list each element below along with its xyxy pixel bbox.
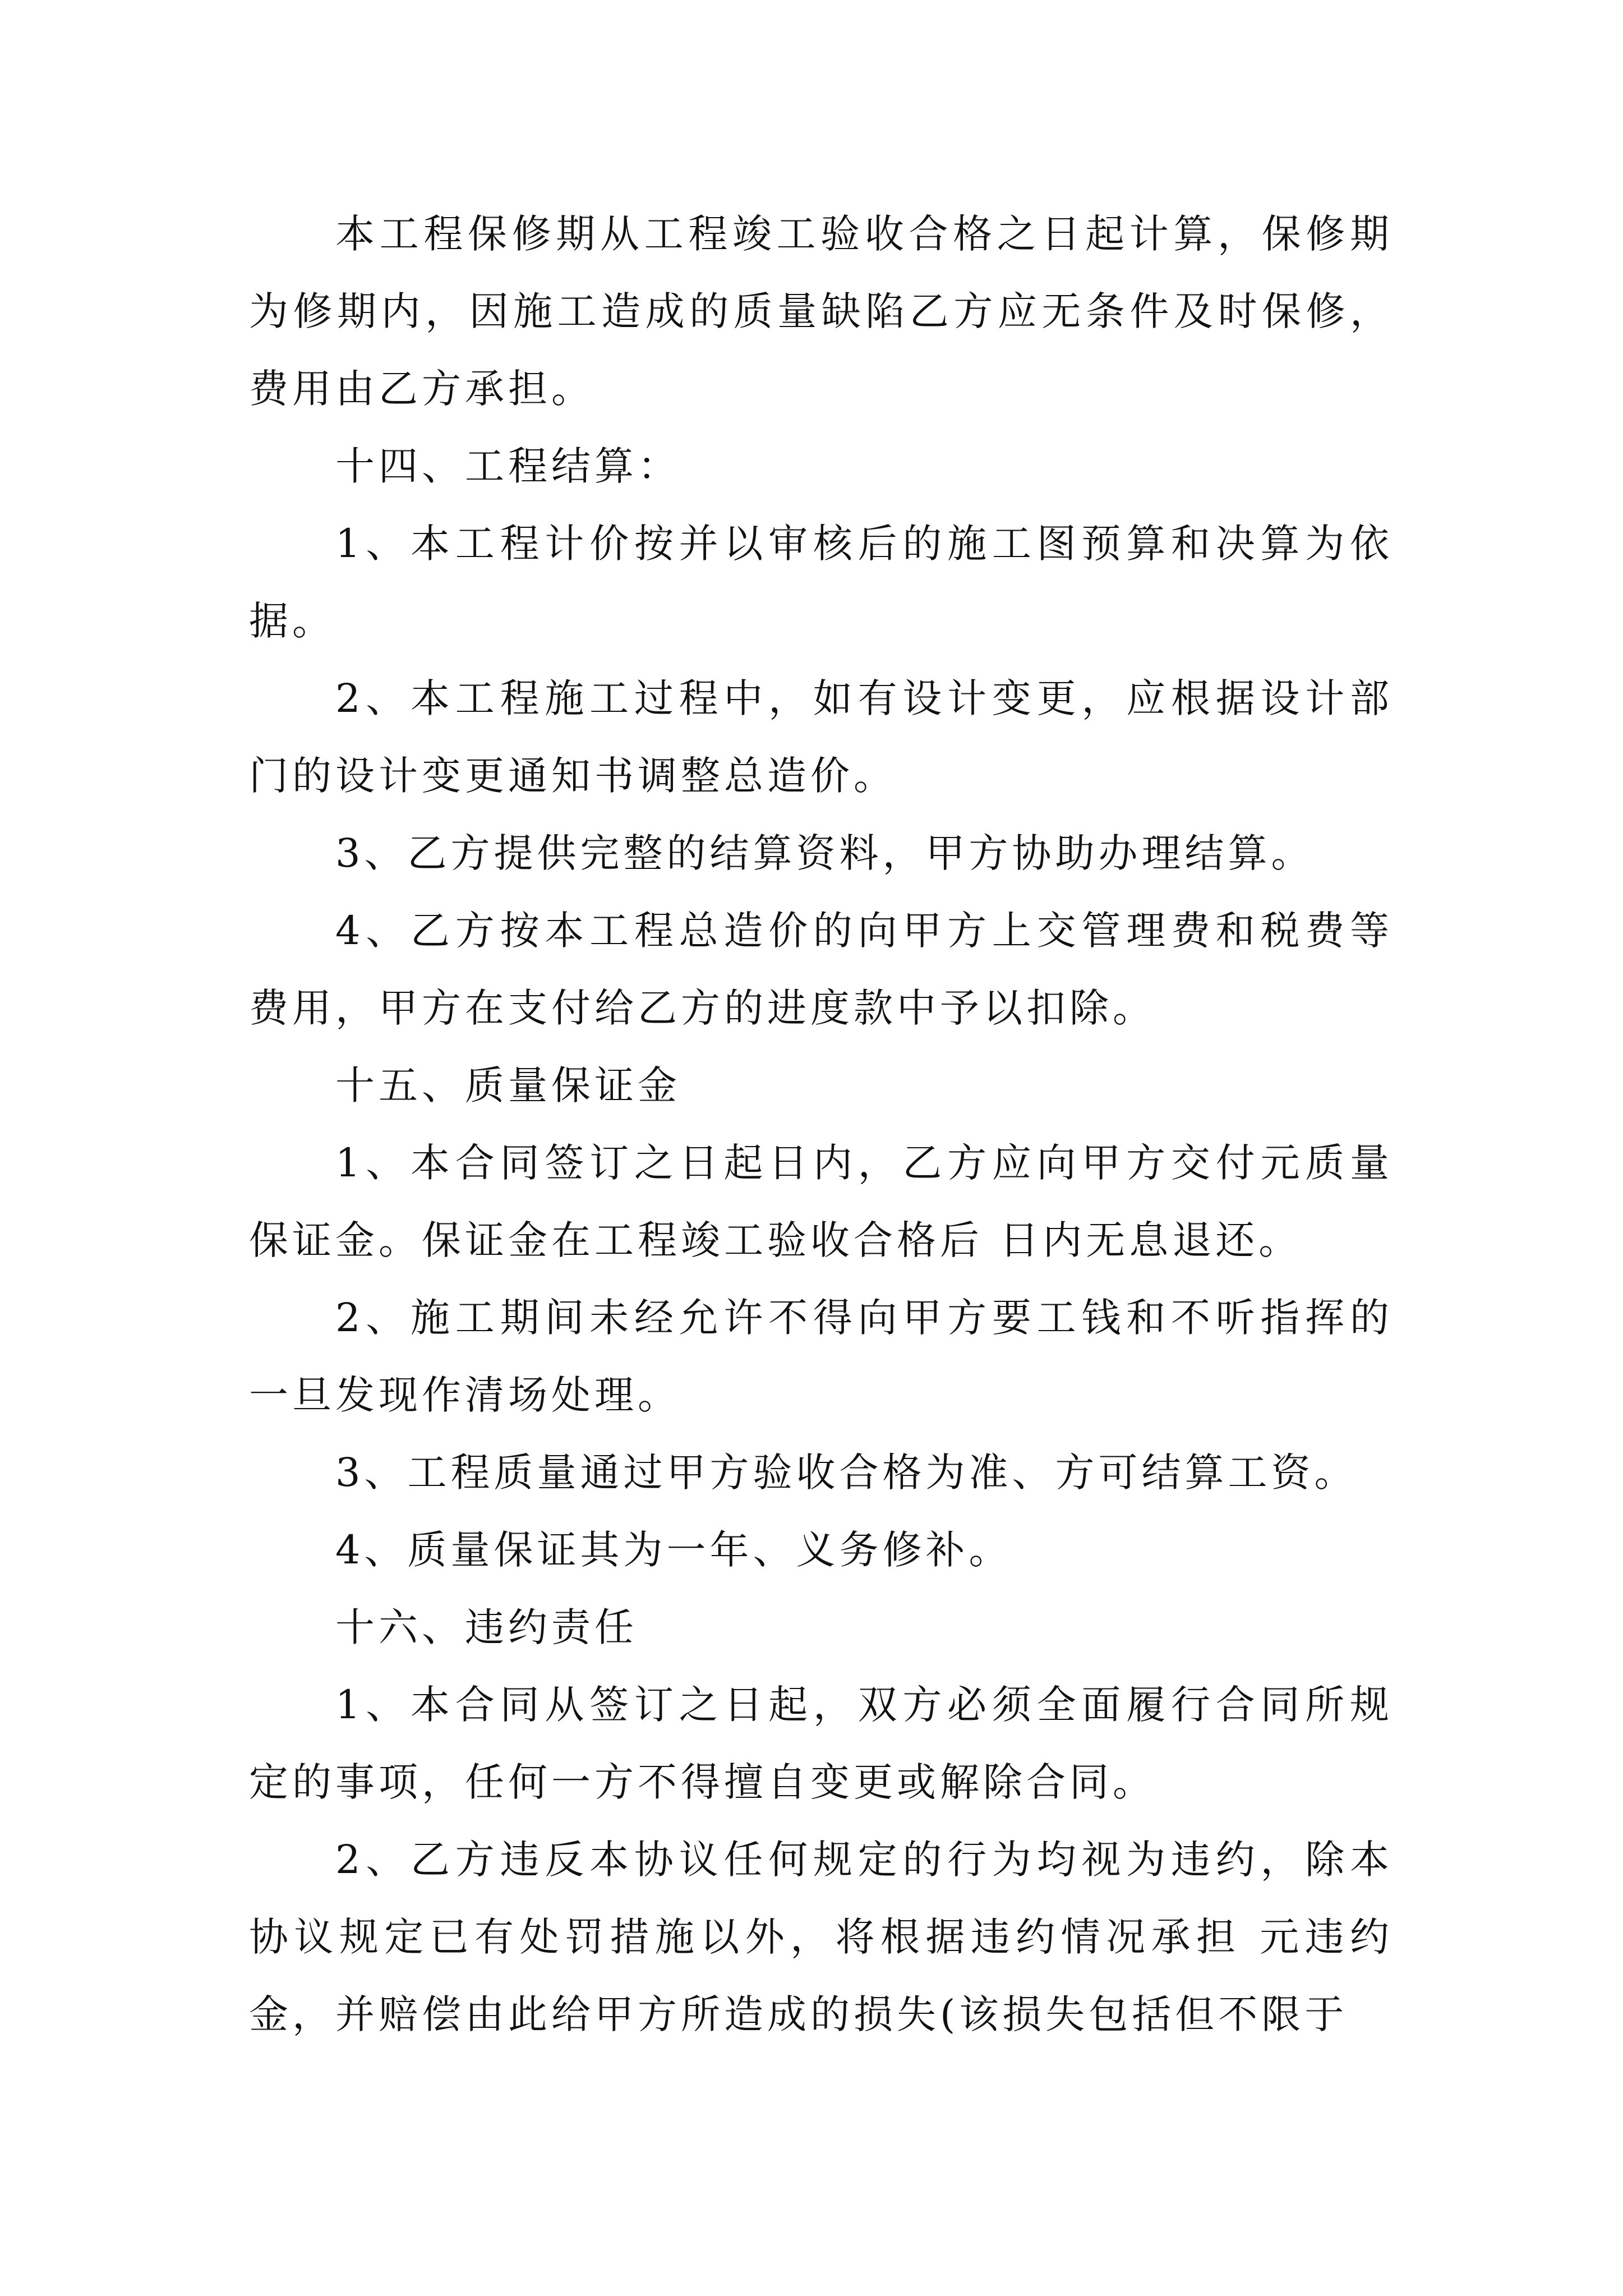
document-body [249,195,1393,2053]
paragraph-14-1: 1、本工程计价按并以审核后的施工图预算和决算为依据。 [249,521,1393,644]
section-heading-14-settlement: 十四、工程结算： [335,443,681,489]
paragraph-16-2: 2、乙方违反本协议任何规定的行为均视为违约，除本协议规定已有处罚措施以外，将根据违约情况承担 元违约金，并赔偿由此给甲方所造成的损失(该损失包括但不限于 [249,1837,1393,2037]
paragraph-15-2: 2、施工期间未经允许不得向甲方要工钱和不听指挥的一旦发现作清场处理。 [249,1295,1393,1418]
paragraph-15-3: 3、工程质量通过甲方验收合格为准、方可结算工资。 [335,1450,1358,1496]
paragraph-15-1: 1、本合同签订之日起日内，乙方应向甲方交付元质量保证金。保证金在工程竣工验收合格后 日内无息退还。 [249,1140,1393,1263]
paragraph-15-4: 4、质量保证其为一年、义务修补。 [335,1527,1012,1573]
paragraph-14-3: 3、乙方提供完整的结算资料，甲方协助办理结算。 [335,830,1315,876]
paragraph-16-1: 1、本合同从签订之日起，双方必须全面履行合同所规定的事项，任何一方不得擅自变更或解除合同。 [249,1682,1393,1805]
paragraph-14-2: 2、本工程施工过程中，如有设计变更，应根据设计部门的设计变更通知书调整总造价。 [249,675,1393,799]
section-heading-15-quality-deposit: 十五、质量保证金 [335,1062,681,1108]
section-heading-16-liability: 十六、违约责任 [335,1604,638,1650]
paragraph-warranty-period: 本工程保修期从工程竣工验收合格之日起计算，保修期为修期内，因施工造成的质量缺陷乙方应无条件及时保修，费用由乙方承担。 [249,211,1393,412]
paragraph-14-4: 4、乙方按本工程总造价的向甲方上交管理费和税费等费用，甲方在支付给乙方的进度款中予以扣除。 [249,908,1393,1031]
